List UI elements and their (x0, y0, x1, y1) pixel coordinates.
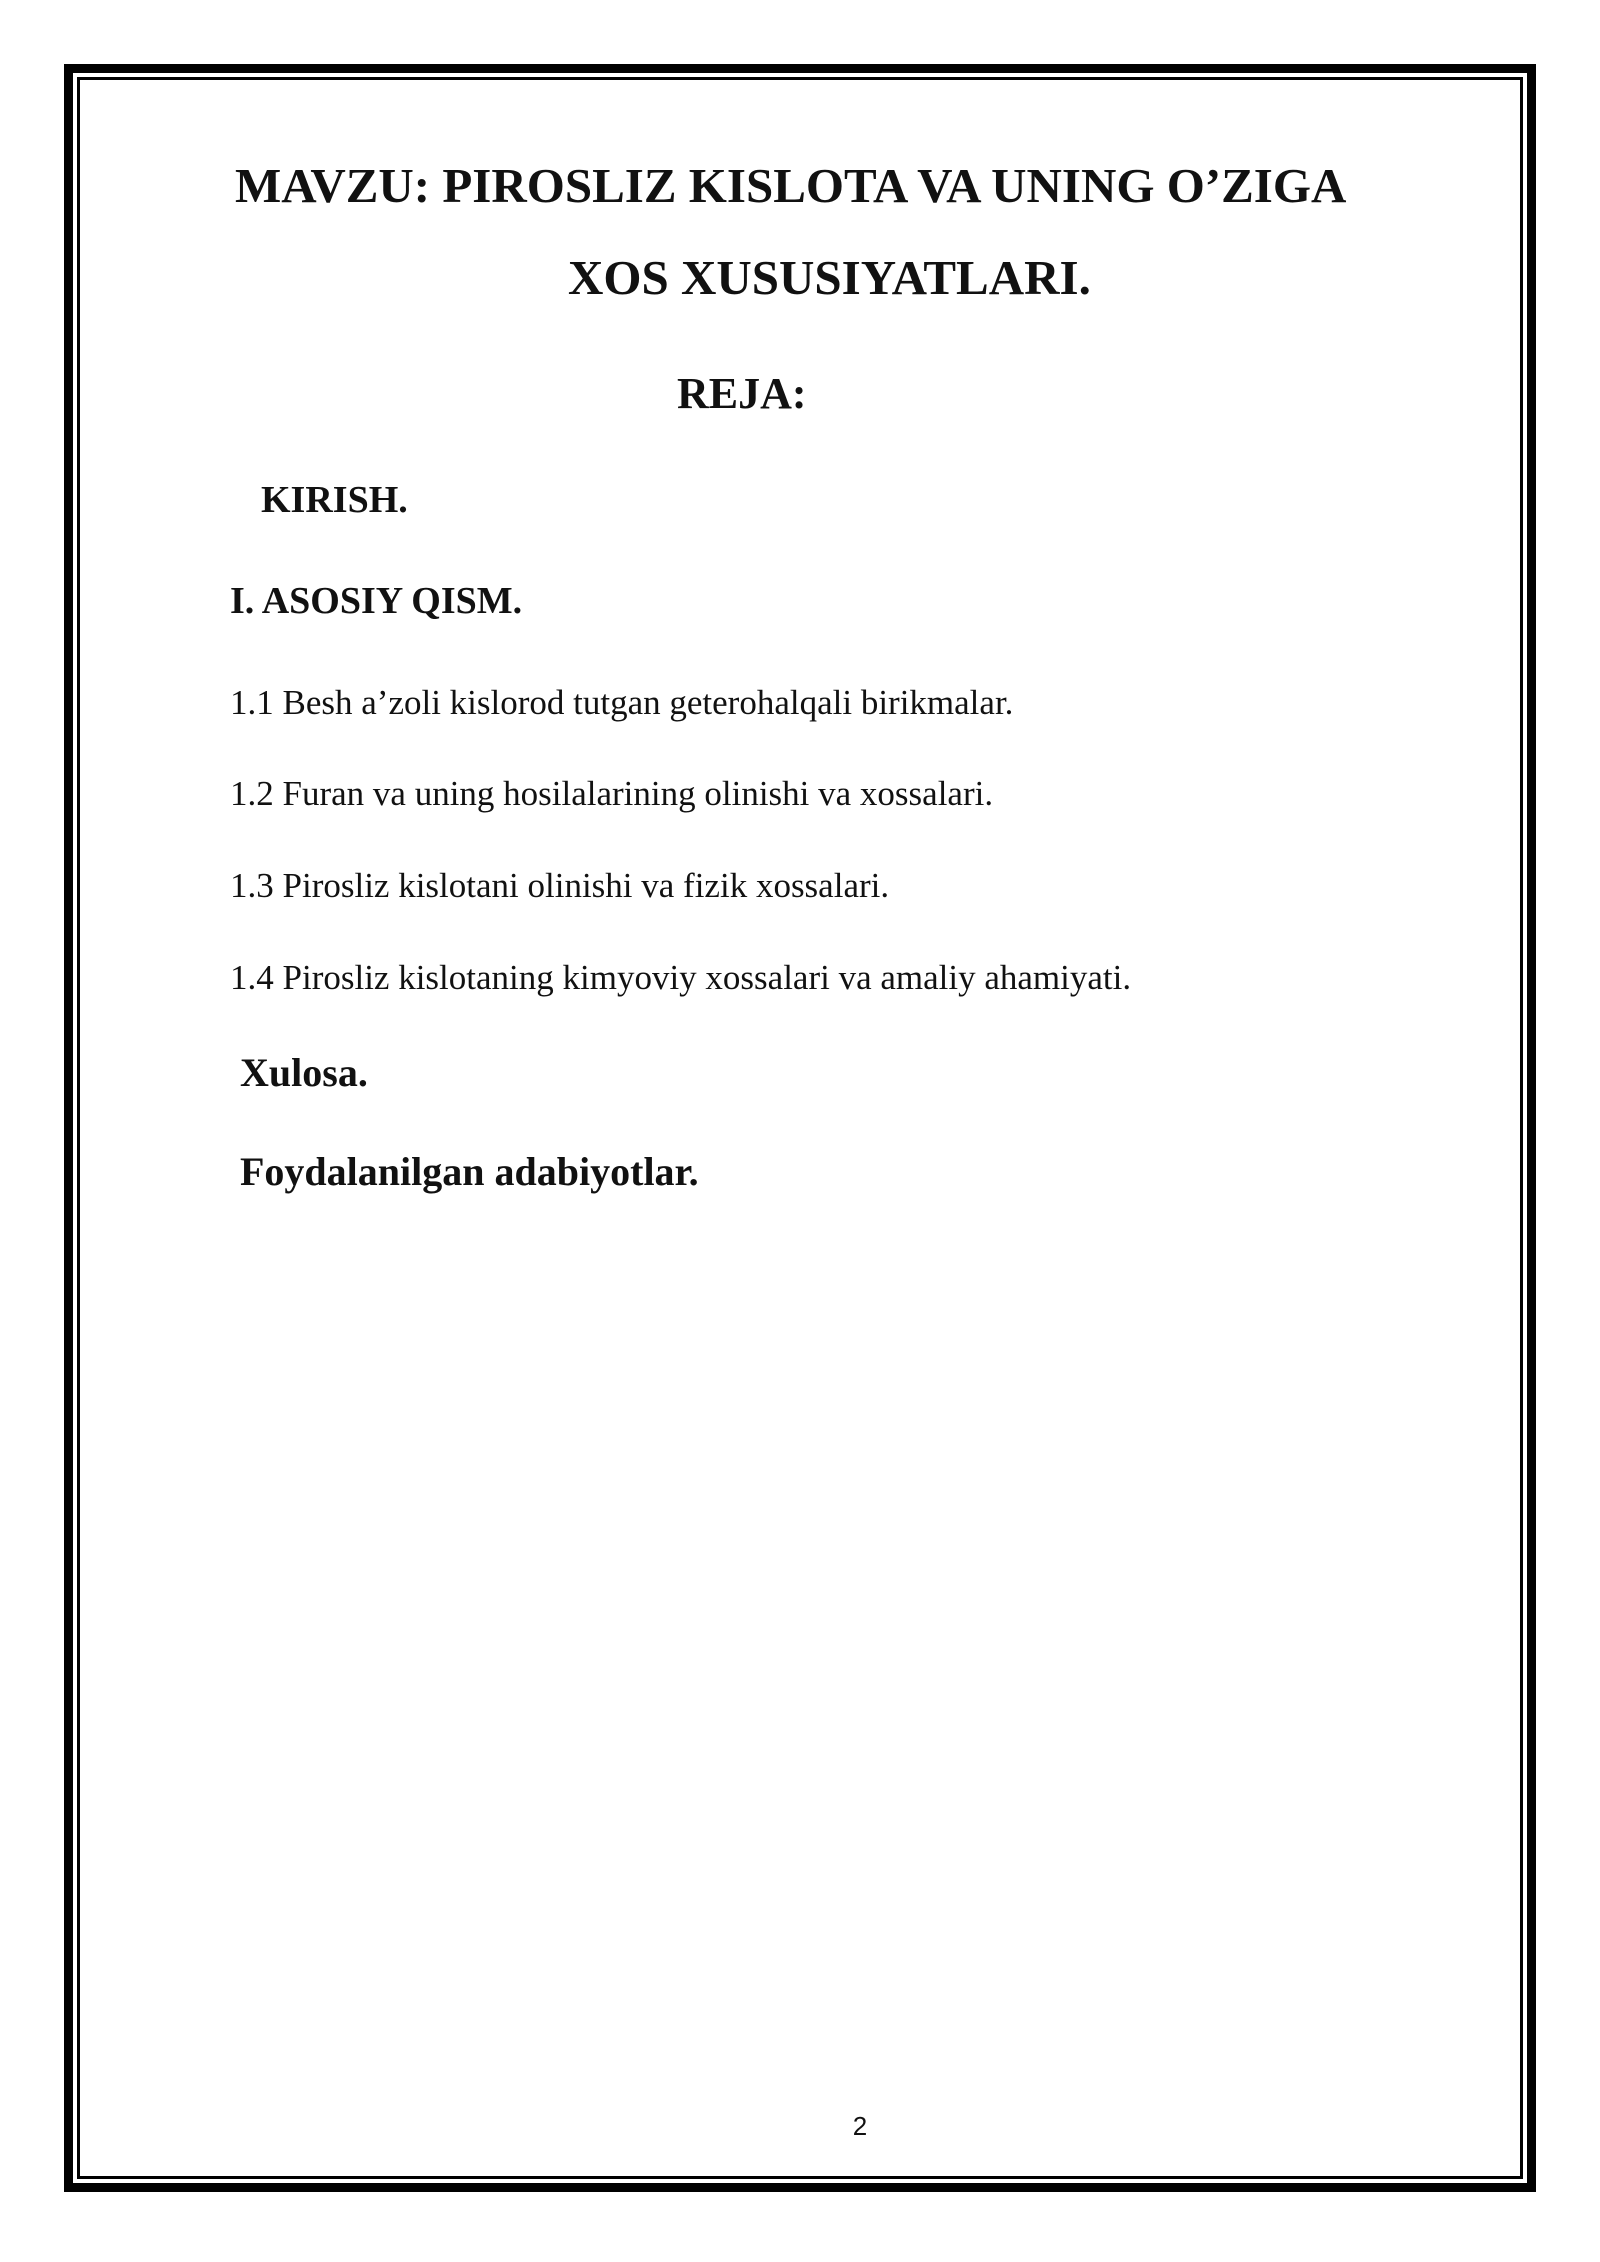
plan-item: 1.2 Furan va uning hosilalarining olinishi va xossalari. (230, 774, 994, 813)
plan-item: 1.1 Besh a’zoli kislorod tutgan geterohalqali birikmalar. (230, 683, 1014, 722)
intro-heading: KIRISH. (261, 479, 408, 521)
references-heading: Foydalanilgan adabiyotlar. (240, 1149, 699, 1194)
main-section-heading: I. ASOSIY QISM. (230, 580, 523, 622)
document-title-line-2: XOS XUSUSIYATLARI. (568, 250, 1091, 305)
page-number: 2 (852, 2111, 868, 2141)
conclusion-heading: Xulosa. (240, 1050, 368, 1095)
plan-item: 1.3 Pirosliz kislotani olinishi va fizik xossalari. (230, 866, 890, 905)
plan-heading: REJA: (677, 369, 807, 418)
document-title-line-1: MAVZU: PIROSLIZ KISLOTA VA UNING O’ZIGA (235, 158, 1347, 213)
plan-item: 1.4 Pirosliz kislotaning kimyoviy xossalari va amaliy ahamiyati. (230, 958, 1132, 997)
